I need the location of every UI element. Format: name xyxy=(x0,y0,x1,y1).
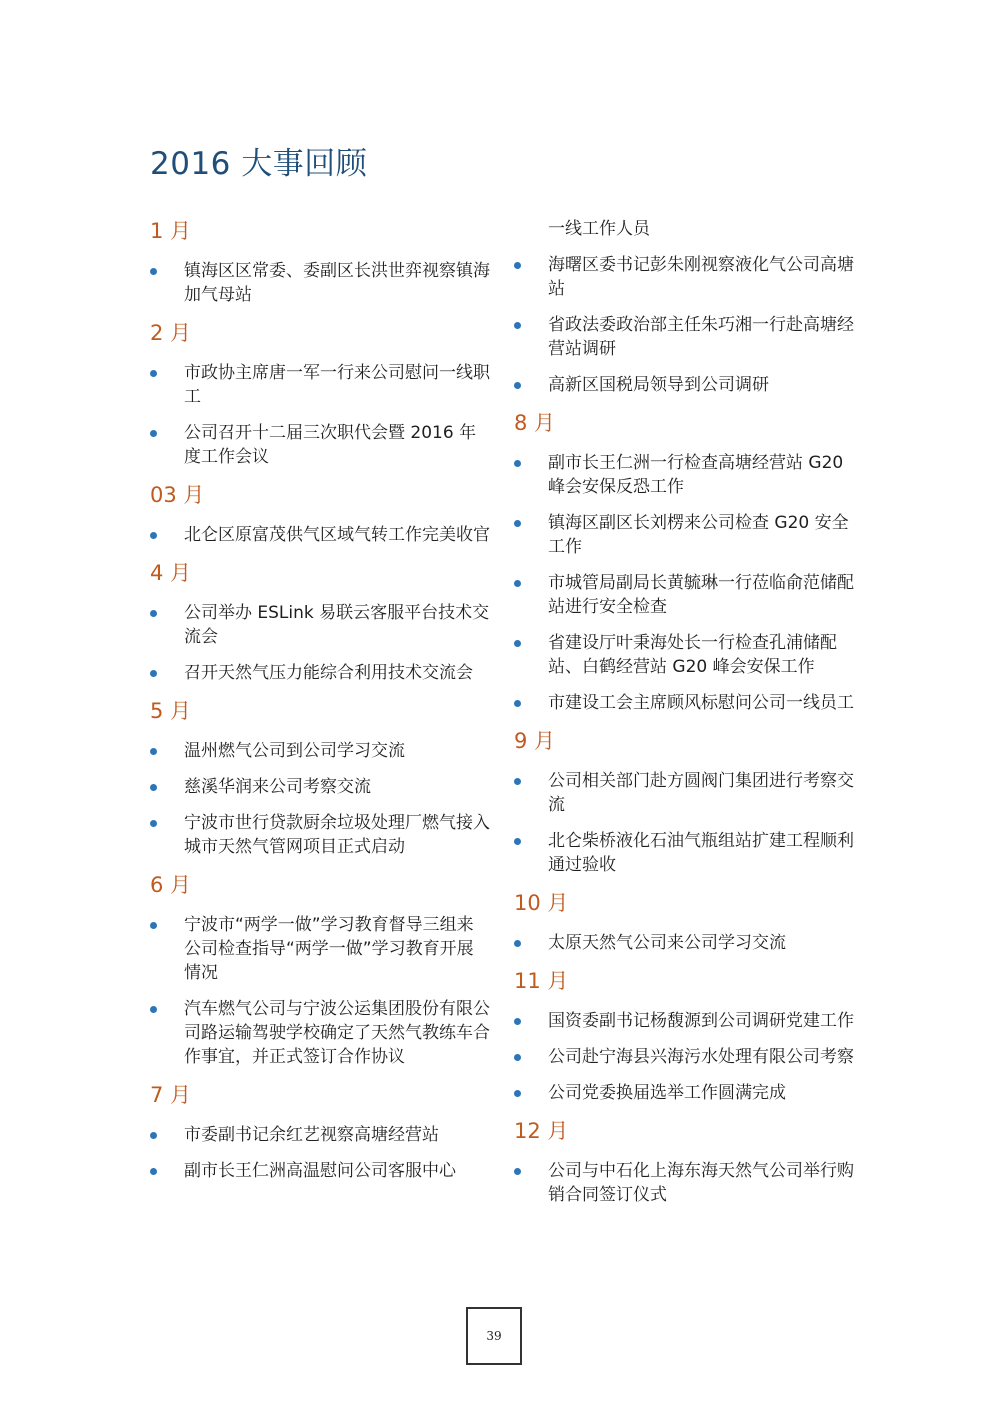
event-text: 温州燃气公司到公司学习交流 xyxy=(184,741,405,761)
event-list xyxy=(514,1009,854,1105)
event-item xyxy=(150,1123,490,1147)
event-list xyxy=(150,361,490,469)
event-text: 海曙区委书记彭朱刚视察液化气公司高塘站 xyxy=(548,255,854,299)
event-text: 副市长王仁洲一行检查高塘经营站 G20 峰会安保反恐工作 xyxy=(548,453,844,497)
event-item xyxy=(514,931,854,955)
event-item xyxy=(514,769,854,817)
month-section xyxy=(514,727,854,877)
bullet-icon xyxy=(150,922,157,929)
event-text: 宁波市“两学一做”学习教育督导三组来公司检查指导“两学一做”学习教育开展情况 xyxy=(184,915,474,983)
month-section xyxy=(514,409,854,715)
month-heading: 6 月 xyxy=(150,873,192,897)
month-section xyxy=(514,1117,854,1207)
event-text: 公司举办 ESLink 易联云客服平台技术交流会 xyxy=(184,603,490,647)
event-list xyxy=(514,769,854,877)
month-heading: 10 月 xyxy=(514,891,569,915)
event-text: 太原天然气公司来公司学习交流 xyxy=(548,933,786,953)
event-text: 副市长王仁洲高温慰问公司客服中心 xyxy=(184,1161,456,1181)
month-heading: 11 月 xyxy=(514,969,569,993)
event-list xyxy=(150,913,490,1069)
event-item xyxy=(150,361,490,409)
event-text: 召开天然气压力能综合利用技术交流会 xyxy=(184,663,473,683)
month-section xyxy=(514,253,854,397)
event-list xyxy=(150,259,490,307)
event-item xyxy=(150,997,490,1069)
event-text: 公司党委换届选举工作圆满完成 xyxy=(548,1083,786,1103)
event-text: 公司召开十二届三次职代会暨 2016 年度工作会议 xyxy=(184,423,477,467)
month-heading: 1 月 xyxy=(150,219,192,243)
event-item xyxy=(514,631,854,679)
event-list xyxy=(150,1123,490,1183)
month-heading: 03 月 xyxy=(150,483,205,507)
event-list xyxy=(514,451,854,715)
month-section xyxy=(150,217,490,307)
continued-item-text: 一线工作人员 xyxy=(548,219,650,239)
event-list xyxy=(514,253,854,397)
bullet-icon xyxy=(150,268,157,275)
event-text: 汽车燃气公司与宁波公运集团股份有限公司路运输驾驶学校确定了天然气教练车合作事宜，并正式签订合作协议 xyxy=(184,999,490,1067)
event-item xyxy=(150,913,490,985)
month-section xyxy=(514,967,854,1105)
bullet-icon xyxy=(514,838,521,845)
month-section xyxy=(514,889,854,955)
month-section xyxy=(150,1081,490,1183)
event-item xyxy=(150,811,490,859)
bullet-icon xyxy=(514,580,521,587)
event-item xyxy=(514,451,854,499)
event-text: 镇海区区常委、委副区长洪世弈视察镇海加气母站 xyxy=(184,261,490,305)
bullet-icon xyxy=(514,262,521,269)
event-item xyxy=(150,1159,490,1183)
event-text: 市委副书记余红艺视察高塘经营站 xyxy=(184,1125,439,1145)
bullet-icon xyxy=(150,820,157,827)
event-text: 宁波市世行贷款厨余垃圾处理厂燃气接入城市天然气管网项目正式启动 xyxy=(184,813,490,857)
event-text: 慈溪华润来公司考察交流 xyxy=(184,777,371,797)
month-section xyxy=(150,559,490,685)
event-item xyxy=(514,691,854,715)
event-text: 公司与中石化上海东海天然气公司举行购销合同签订仪式 xyxy=(548,1161,854,1205)
event-item xyxy=(514,571,854,619)
event-list xyxy=(150,601,490,685)
bullet-icon xyxy=(150,784,157,791)
bullet-icon xyxy=(514,700,521,707)
event-item xyxy=(514,373,854,397)
event-item xyxy=(150,601,490,649)
event-item xyxy=(150,661,490,685)
event-text: 公司相关部门赴方圆阀门集团进行考察交流 xyxy=(548,771,854,815)
event-item xyxy=(150,523,490,547)
month-section xyxy=(150,319,490,469)
event-text: 高新区国税局领导到公司调研 xyxy=(548,375,769,395)
event-item xyxy=(514,511,854,559)
bullet-icon xyxy=(514,640,521,647)
event-item xyxy=(150,739,490,763)
bullet-icon xyxy=(150,532,157,539)
bullet-icon xyxy=(150,610,157,617)
event-item xyxy=(150,775,490,799)
bullet-icon xyxy=(150,1132,157,1139)
event-text: 北仑柴桥液化石油气瓶组站扩建工程顺利通过验收 xyxy=(548,831,854,875)
bullet-icon xyxy=(514,382,521,389)
event-item xyxy=(514,1081,854,1105)
event-text: 省建设厅叶秉海处长一行检查孔浦储配站、白鹤经营站 G20 峰会安保工作 xyxy=(548,633,837,677)
event-item xyxy=(150,259,490,307)
bullet-icon xyxy=(514,322,521,329)
event-item xyxy=(514,829,854,877)
bullet-icon xyxy=(150,748,157,755)
bullet-icon xyxy=(514,1054,521,1061)
event-item xyxy=(514,1009,854,1033)
page-title: 2016 大事回顾 xyxy=(150,146,368,182)
bullet-icon xyxy=(514,1090,521,1097)
event-list xyxy=(514,1159,854,1207)
month-heading: 12 月 xyxy=(514,1119,569,1143)
right-column xyxy=(514,217,854,1219)
month-heading: 7 月 xyxy=(150,1083,192,1107)
month-heading: 9 月 xyxy=(514,729,556,753)
month-heading: 2 月 xyxy=(150,321,192,345)
month-section xyxy=(150,697,490,859)
event-text: 国资委副书记杨馥源到公司调研党建工作 xyxy=(548,1011,854,1031)
bullet-icon xyxy=(514,460,521,467)
event-text: 省政法委政治部主任朱巧湘一行赴高塘经营站调研 xyxy=(548,315,854,359)
event-text: 北仑区原富茂供气区域气转工作完美收官 xyxy=(184,525,490,545)
event-text: 市建设工会主席顾风标慰问公司一线员工 xyxy=(548,693,854,713)
event-item xyxy=(514,1045,854,1069)
bullet-icon xyxy=(514,1018,521,1025)
event-item xyxy=(514,313,854,361)
page-number: 39 xyxy=(466,1307,522,1365)
bullet-icon xyxy=(150,670,157,677)
event-text: 市政协主席唐一军一行来公司慰问一线职工 xyxy=(184,363,490,407)
bullet-icon xyxy=(514,940,521,947)
event-list xyxy=(514,931,854,955)
month-heading: 4 月 xyxy=(150,561,192,585)
event-item xyxy=(514,1159,854,1207)
bullet-icon xyxy=(150,430,157,437)
month-section xyxy=(150,871,490,1069)
event-item xyxy=(150,421,490,469)
bullet-icon xyxy=(150,1168,157,1175)
bullet-icon xyxy=(150,1006,157,1013)
left-column xyxy=(150,217,490,1195)
bullet-icon xyxy=(514,778,521,785)
event-text: 市城管局副局长黄毓琳一行莅临俞范储配站进行安全检查 xyxy=(548,573,854,617)
event-item xyxy=(514,253,854,301)
event-text: 公司赴宁海县兴海污水处理有限公司考察 xyxy=(548,1047,854,1067)
bullet-icon xyxy=(514,1168,521,1175)
bullet-icon xyxy=(514,520,521,527)
bullet-icon xyxy=(150,370,157,377)
event-list xyxy=(150,523,490,547)
event-text: 镇海区副区长刘楞来公司检查 G20 安全工作 xyxy=(548,513,849,557)
event-list xyxy=(150,739,490,859)
month-heading: 5 月 xyxy=(150,699,192,723)
month-section xyxy=(150,481,490,547)
month-heading: 8 月 xyxy=(514,411,556,435)
